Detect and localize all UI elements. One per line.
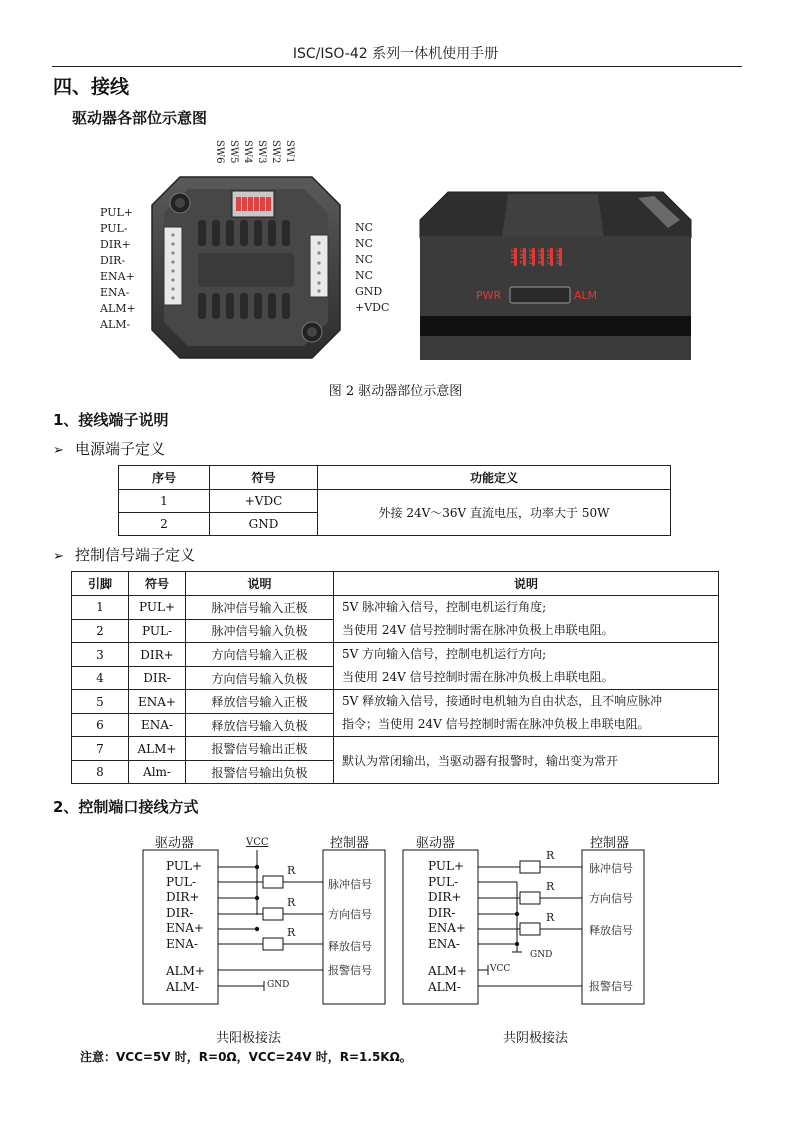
left-signal: 方向信号 [328, 908, 372, 921]
cell-desc: 脉冲信号输入正极 [186, 596, 334, 620]
control-header: 说明 [186, 572, 334, 596]
side-switch-label: SW5 [545, 248, 553, 265]
control-heading [53, 544, 195, 565]
pin-text: PUL- [428, 874, 458, 889]
resistor-label: R [546, 911, 555, 924]
bullet-arrow-icon: ➢ [53, 443, 64, 458]
pin-label: ENA- [100, 286, 130, 299]
pin-text: ALM- [166, 980, 199, 994]
cell-pin: 4 [72, 667, 129, 690]
bullet-arrow-icon: ➢ [53, 549, 64, 564]
right-pin-labels [355, 220, 395, 316]
right-gnd-label: GND [530, 950, 553, 960]
note-line: 5V 方向输入信号，控制电机运行方向; [342, 647, 547, 661]
resistor-label: R [287, 896, 296, 909]
pin-text: PUL+ [166, 859, 202, 873]
table-row [72, 690, 719, 714]
pin-text: ALM- [428, 980, 461, 994]
pin-label: NC [355, 253, 374, 266]
note-line: 5V 释放输入信号，接通时电机轴为自由状态，且不响应脉冲 [342, 694, 663, 708]
note-line: 当使用 24V 信号控制时需在脉冲负极上串联电阻。 [342, 623, 614, 637]
note-text: 注意：VCC=5V 时，R=0Ω，VCC=24V 时，R=1.5KΩ。 [80, 1050, 412, 1064]
right-signal: 报警信号 [589, 980, 633, 993]
side-switch-label: SW3 [527, 248, 535, 265]
note-line: 默认为常闭输出，当驱动器有报警时，输出变为常开 [342, 753, 619, 768]
cell-desc: 脉冲信号输入负极 [186, 619, 334, 643]
cell-desc: 释放信号输入负极 [186, 714, 334, 737]
cell-sym: DIR+ [129, 643, 186, 667]
pin-label: ENA+ [100, 270, 135, 283]
switch-label: SW2 [270, 140, 281, 164]
cell-pin: 2 [72, 619, 129, 643]
side-switch-label: SW6 [554, 248, 562, 265]
pwr-label: PWR [476, 289, 502, 302]
cell-pin: 3 [72, 643, 129, 667]
cell-desc: 释放信号输入正极 [186, 690, 334, 714]
pin-label: PUL- [100, 222, 128, 235]
cell-sym: ENA+ [129, 690, 186, 714]
control-heading-text: 控制信号端子定义 [75, 546, 196, 564]
cell-sym: DIR- [129, 667, 186, 690]
power-heading-text: 电源端子定义 [75, 440, 166, 458]
right-vcc-label: VCC [490, 964, 511, 974]
control-table [71, 571, 719, 784]
power-table [118, 465, 671, 536]
left-signal: 释放信号 [328, 940, 372, 953]
switch-label-group [214, 140, 298, 164]
cell-desc: 方向信号输入负极 [186, 667, 334, 690]
terminal-title: 1、接线端子说明 [53, 411, 169, 429]
power-heading [53, 438, 165, 459]
right-pin-list [428, 859, 466, 952]
note-line: 当使用 24V 信号控制时需在脉冲负极上串联电阻。 [342, 670, 614, 684]
pin-text: DIR- [166, 905, 194, 920]
side-switch-labels [509, 248, 579, 270]
left-pin-list [166, 859, 204, 952]
right-diagram-caption: 共阴极接法 [503, 1031, 569, 1046]
cell-pin: 1 [72, 596, 129, 620]
pin-label: +VDC [355, 301, 390, 314]
pin-text: ENA- [428, 936, 460, 951]
left-signal: 报警信号 [328, 964, 372, 977]
cell-sym: Alm- [129, 761, 186, 784]
right-controller-label: 控制器 [590, 836, 630, 851]
pin-label: DIR+ [100, 238, 131, 251]
cell-desc: 报警信号输出负极 [186, 761, 334, 784]
cell-desc: 外接 24V～36V 直流电压，功率大于 50W [318, 490, 671, 536]
right-signal: 脉冲信号 [589, 862, 633, 875]
cell-sym: ALM+ [129, 737, 186, 761]
cell-pin: 5 [72, 690, 129, 714]
cell-pin: 7 [72, 737, 129, 761]
cell-pin: 6 [72, 714, 129, 737]
power-header: 功能定义 [318, 466, 671, 490]
alm-label: ALM [574, 289, 598, 302]
driver-side-view [418, 190, 693, 362]
left-driver-label: 驱动器 [155, 836, 195, 851]
header-divider [52, 66, 742, 67]
table-row [119, 490, 671, 513]
pin-text: ALM+ [428, 964, 467, 978]
pin-label: NC [355, 221, 374, 234]
pin-label: GND [355, 285, 383, 298]
left-gnd-label: GND [267, 980, 290, 990]
cell-sym: PUL+ [129, 596, 186, 620]
section-subtitle: 驱动器各部位示意图 [72, 109, 208, 127]
left-alm-pins [166, 963, 205, 995]
pin-text: DIR+ [428, 890, 462, 904]
note-line: 5V 脉冲输入信号，控制电机运行角度; [342, 600, 547, 614]
figure-caption: 图 2 驱动器部位示意图 [328, 384, 463, 399]
note-line: 指令；当使用 24V 信号控制时需在脉冲负极上串联电阻。 [342, 717, 650, 731]
pin-label: NC [355, 269, 374, 282]
pin-text: DIR- [428, 905, 456, 920]
pin-text: PUL+ [428, 859, 464, 873]
pin-text: ENA+ [166, 921, 204, 935]
left-signal: 脉冲信号 [328, 878, 372, 891]
cell-sym: GND [210, 513, 318, 536]
cell-note [334, 737, 719, 784]
cell-desc: 方向信号输入正极 [186, 643, 334, 667]
document-header: ISC/ISO-42 系列一体机使用手册 [292, 46, 499, 62]
cell-sym: +VDC [210, 490, 318, 513]
resistor-label: R [287, 864, 296, 877]
cell-sym: PUL- [129, 619, 186, 643]
pin-label: ALM- [100, 318, 131, 331]
left-controller-label: 控制器 [330, 836, 370, 851]
cell-note [334, 643, 719, 690]
pin-label: ALM+ [100, 302, 136, 315]
cell-no: 2 [119, 513, 210, 536]
pin-text: ENA- [166, 936, 198, 951]
control-header: 引脚 [72, 572, 129, 596]
switch-label: SW3 [256, 140, 267, 164]
wiring-title: 2、控制端口接线方式 [53, 798, 199, 816]
right-alm-pins [428, 963, 467, 995]
cell-pin: 8 [72, 761, 129, 784]
switch-label: SW6 [214, 140, 225, 164]
left-pin-labels [100, 205, 140, 333]
table-row [72, 643, 719, 667]
power-header: 序号 [119, 466, 210, 490]
pin-label: PUL+ [100, 206, 133, 219]
left-diagram-caption: 共阳极接法 [216, 1031, 282, 1046]
control-header: 说明 [334, 572, 719, 596]
right-signal: 方向信号 [589, 892, 633, 905]
side-switch-label: SW2 [518, 248, 526, 265]
pin-text: ENA+ [428, 921, 466, 935]
right-driver-label: 驱动器 [416, 836, 456, 851]
resistor-label: R [546, 880, 555, 893]
driver-top-view [150, 175, 342, 360]
resistor-label: R [287, 926, 296, 939]
switch-label: SW1 [284, 140, 295, 164]
right-signal: 释放信号 [589, 924, 633, 937]
switch-label: SW5 [228, 140, 239, 164]
section-title: 四、接线 [53, 76, 130, 98]
cell-no: 1 [119, 490, 210, 513]
pin-text: ALM+ [166, 964, 205, 978]
pin-label: NC [355, 237, 374, 250]
power-header: 符号 [210, 466, 318, 490]
left-vcc-label: VCC [246, 837, 269, 848]
side-switch-label: SW4 [536, 248, 544, 265]
table-row [72, 596, 719, 620]
cell-desc: 报警信号输出正极 [186, 737, 334, 761]
cell-note [334, 596, 719, 643]
table-row [72, 737, 719, 761]
side-switch-label: SW1 [509, 248, 517, 265]
resistor-label: R [546, 849, 555, 862]
control-header: 符号 [129, 572, 186, 596]
pin-text: DIR+ [166, 890, 200, 904]
cell-note [334, 690, 719, 737]
switch-label: SW4 [242, 140, 253, 164]
pin-label: DIR- [100, 254, 126, 267]
pin-text: PUL- [166, 874, 196, 889]
cell-sym: ENA- [129, 714, 186, 737]
